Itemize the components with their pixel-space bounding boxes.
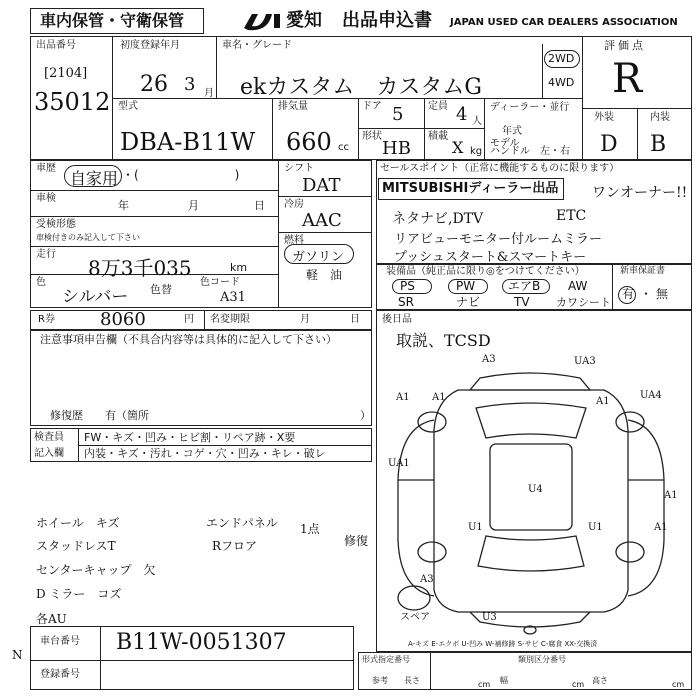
first-reg-label: 初度登録年月: [120, 40, 180, 51]
lot-label: 出品番号: [36, 40, 76, 51]
drive-4wd: 4WD: [548, 76, 575, 89]
equip-pw: PW: [456, 279, 476, 293]
recycle-label: R券: [38, 314, 55, 325]
mileage-label: 走行: [36, 249, 56, 260]
diagram-mark-a1-tl: A1: [432, 392, 446, 403]
doors: 5: [392, 104, 404, 125]
ac: AAC: [302, 210, 342, 231]
color-change-label: 色替: [150, 283, 172, 296]
spec-label-2: 類別区分番号: [518, 655, 566, 664]
diagram-mark-ua1: UA1: [388, 458, 410, 469]
color-code-label: 色コード: [200, 277, 240, 288]
dealer-label: ディーラー・並行: [490, 102, 570, 113]
inspector-label-1: 検査員: [34, 432, 64, 443]
inspector-note-r1: エンドパネル: [206, 516, 278, 530]
spec-height: 高さ: [592, 676, 608, 685]
equip-leather: カワシート: [556, 296, 611, 309]
year-label: 年式: [502, 126, 522, 137]
warranty-sep: ・: [640, 287, 653, 301]
shape-label: 形状: [362, 131, 382, 142]
ext-label: 外装: [594, 112, 614, 123]
diagram-mark-a1-l: A1: [396, 392, 410, 403]
int-label: 内装: [650, 112, 670, 123]
side-mark: N: [12, 648, 23, 662]
inspector-label-2: 記入欄: [34, 448, 64, 459]
inspector-note-5: 各AU: [36, 612, 67, 626]
sheet-title: 出品申込書: [342, 10, 432, 31]
warranty-label: 新車保証書: [620, 266, 666, 276]
lot-number: 35012: [34, 88, 111, 116]
inspection-day: 日: [254, 199, 265, 212]
diagram-mark-u3: U3: [482, 612, 497, 623]
recycle-yen: 円: [184, 314, 194, 325]
inspector-note-3: センターキャップ 欠: [36, 563, 156, 577]
cc-unit: cc: [338, 142, 349, 153]
spare-label: スペア: [400, 612, 430, 623]
warranty-yes: 有: [622, 287, 635, 301]
eval-label: 評価点: [604, 39, 646, 52]
displacement-label: 排気量: [278, 101, 308, 112]
model-name-label: 車名・グレード: [222, 40, 292, 51]
back-notes-label: 後日品: [382, 314, 412, 325]
name-change-day: 日: [350, 314, 360, 325]
reg-number-label: 登録番号: [40, 669, 80, 680]
diagram-mark-u1-l: U1: [468, 522, 483, 533]
shape: HB: [382, 138, 411, 159]
ext-score: D: [600, 132, 618, 157]
inspector-note-2: スタッドレスT: [36, 539, 116, 553]
reg-month: 3: [184, 74, 196, 95]
capacity-label: 定員: [428, 101, 448, 112]
load: X: [452, 138, 464, 157]
spec-label-1: 形式指定番号: [362, 655, 410, 664]
one-owner: ワンオーナー!!: [592, 185, 688, 201]
ju-logo: [240, 10, 284, 32]
history-label: 車歴: [36, 163, 56, 174]
chassis-value: B11W-0051307: [116, 630, 287, 655]
category-label: 車内保管・守衛保管: [40, 11, 185, 30]
warranty-no: 無: [656, 287, 669, 301]
diagram-legend: A-キズ E-エクボ U-凹み W-補修跡 S-サビ C-腐食 XX-交換済: [408, 640, 598, 648]
selling-point-2: ETC: [556, 208, 587, 224]
back-notes-value: 取説、TCSD: [396, 331, 491, 350]
diagram-mark-a1-mr: A1: [664, 490, 678, 501]
diagram-mark-u4: U4: [528, 484, 543, 495]
month-unit: 月: [204, 88, 214, 99]
repair-label: 修復歴 有（箇所: [50, 409, 149, 422]
inspect-type-sub: 車検付きのみ記入して下さい: [36, 233, 140, 242]
fuel-label: 燃料: [284, 235, 304, 246]
model-code-label: 型式: [118, 101, 138, 112]
fuel-selected: ガソリン: [292, 250, 345, 265]
equip-navi: ナビ: [456, 295, 481, 309]
spec-height-cm: cm: [672, 680, 685, 689]
chassis-label: 車台番号: [40, 636, 80, 647]
diagram-mark-a1-br: A1: [654, 522, 668, 533]
inspector-note-r4: Rフロア: [212, 539, 258, 553]
inspector-note-r2: 1点: [300, 522, 320, 536]
spec-ref: 参考: [372, 676, 388, 685]
reg-year: 26: [140, 72, 168, 97]
selling-title: セールスポイント（正常に機能するものに限ります）: [380, 163, 620, 174]
capacity: 4: [456, 104, 468, 125]
inspector-row-2: 内装・キズ・汚れ・コゲ・穴・凹み・キレ・破レ: [84, 447, 326, 460]
color: シルバー: [62, 287, 129, 307]
fuel-alt: 軽 油: [306, 268, 343, 282]
org-english: JAPAN USED CAR DEALERS ASSOCIATION: [450, 17, 678, 28]
spec-length-cm: cm: [478, 680, 491, 689]
spec-width-cm: cm: [572, 680, 585, 689]
equipment-title: 装備品（純正品に限り◎をつけてください）: [386, 266, 585, 277]
recycle-row: [30, 310, 372, 330]
car-diagram: [380, 360, 686, 650]
diagram-mark-a3-top: A3: [482, 354, 496, 365]
door-label: ドア: [362, 101, 382, 112]
equip-sr: SR: [398, 295, 414, 309]
displacement: 660: [286, 128, 332, 156]
inspector-row-1: FW・キズ・凹み・ヒビ割・リペア跡・X要: [84, 431, 296, 444]
selling-point-4: プッシュスタート&スマートキー: [394, 250, 587, 265]
name-change-month: 月: [300, 314, 310, 325]
recycle-amount: 8060: [100, 309, 146, 330]
model-year-label: モデル: [490, 138, 520, 149]
color-code: A31: [220, 290, 246, 305]
diagram-mark-ua4: UA4: [640, 390, 662, 401]
inspection-year: 年: [118, 199, 129, 212]
selling-point-1: ネタナビ,DTV: [392, 211, 484, 227]
shift-label: シフト: [284, 163, 314, 174]
diagram-mark-a3-bot: A3: [420, 574, 434, 585]
mileage: 8万3千035: [88, 256, 192, 280]
history-paren: ・( ): [122, 168, 240, 182]
lot-sub: [2104]: [44, 66, 88, 81]
ac-label: 冷房: [284, 199, 304, 210]
kg-unit: kg: [470, 146, 483, 157]
diagram-mark-a1-r: A1: [596, 396, 610, 407]
shift: DAT: [302, 175, 341, 196]
name-change-label: 名変期限: [210, 314, 250, 325]
ju-logo-icon: [240, 10, 284, 32]
capacity-unit: 人: [472, 116, 482, 127]
model-code: DBA-B11W: [120, 128, 256, 156]
load-label: 積載: [428, 131, 448, 142]
int-score: B: [650, 132, 667, 157]
dealer-badge: MITSUBISHIディーラー出品: [382, 181, 559, 196]
eval-score: R: [612, 56, 643, 102]
inspect-type-label: 受検形態: [36, 219, 76, 230]
equip-airbag: エアB: [508, 279, 541, 293]
color-label: 色: [36, 277, 46, 288]
inspection-label: 車検: [36, 193, 56, 204]
spec-width: 幅: [500, 676, 508, 685]
notes-title: 注意事項申告欄（不具合内容等は具体的に記入して下さい）: [40, 333, 337, 346]
handle-label: ハンドル 左・右: [490, 146, 570, 157]
inspector-note-1: ホイール キズ: [36, 516, 120, 530]
diagram-mark-u1-r: U1: [588, 522, 603, 533]
km-unit: km: [230, 261, 248, 274]
inspector-note-r3: 修復: [344, 534, 369, 548]
spec-length: 長さ: [404, 676, 420, 685]
model-name: ekカスタム カスタムG: [240, 75, 482, 100]
drive-2wd: 2WD: [548, 52, 575, 65]
equip-aw: AW: [568, 279, 588, 293]
repair-close: ）: [360, 409, 371, 422]
inspection-month: 月: [188, 199, 199, 212]
diagram-mark-ua3: UA3: [574, 356, 596, 367]
inspector-note-4: D ミラー コズ: [36, 587, 122, 601]
history-value: 自家用: [70, 169, 119, 188]
equip-tv: TV: [514, 295, 530, 309]
equip-ps: PS: [400, 279, 415, 293]
org-name: 愛知: [286, 10, 322, 31]
selling-point-3: リアビューモニター付ルームミラー: [394, 232, 603, 247]
